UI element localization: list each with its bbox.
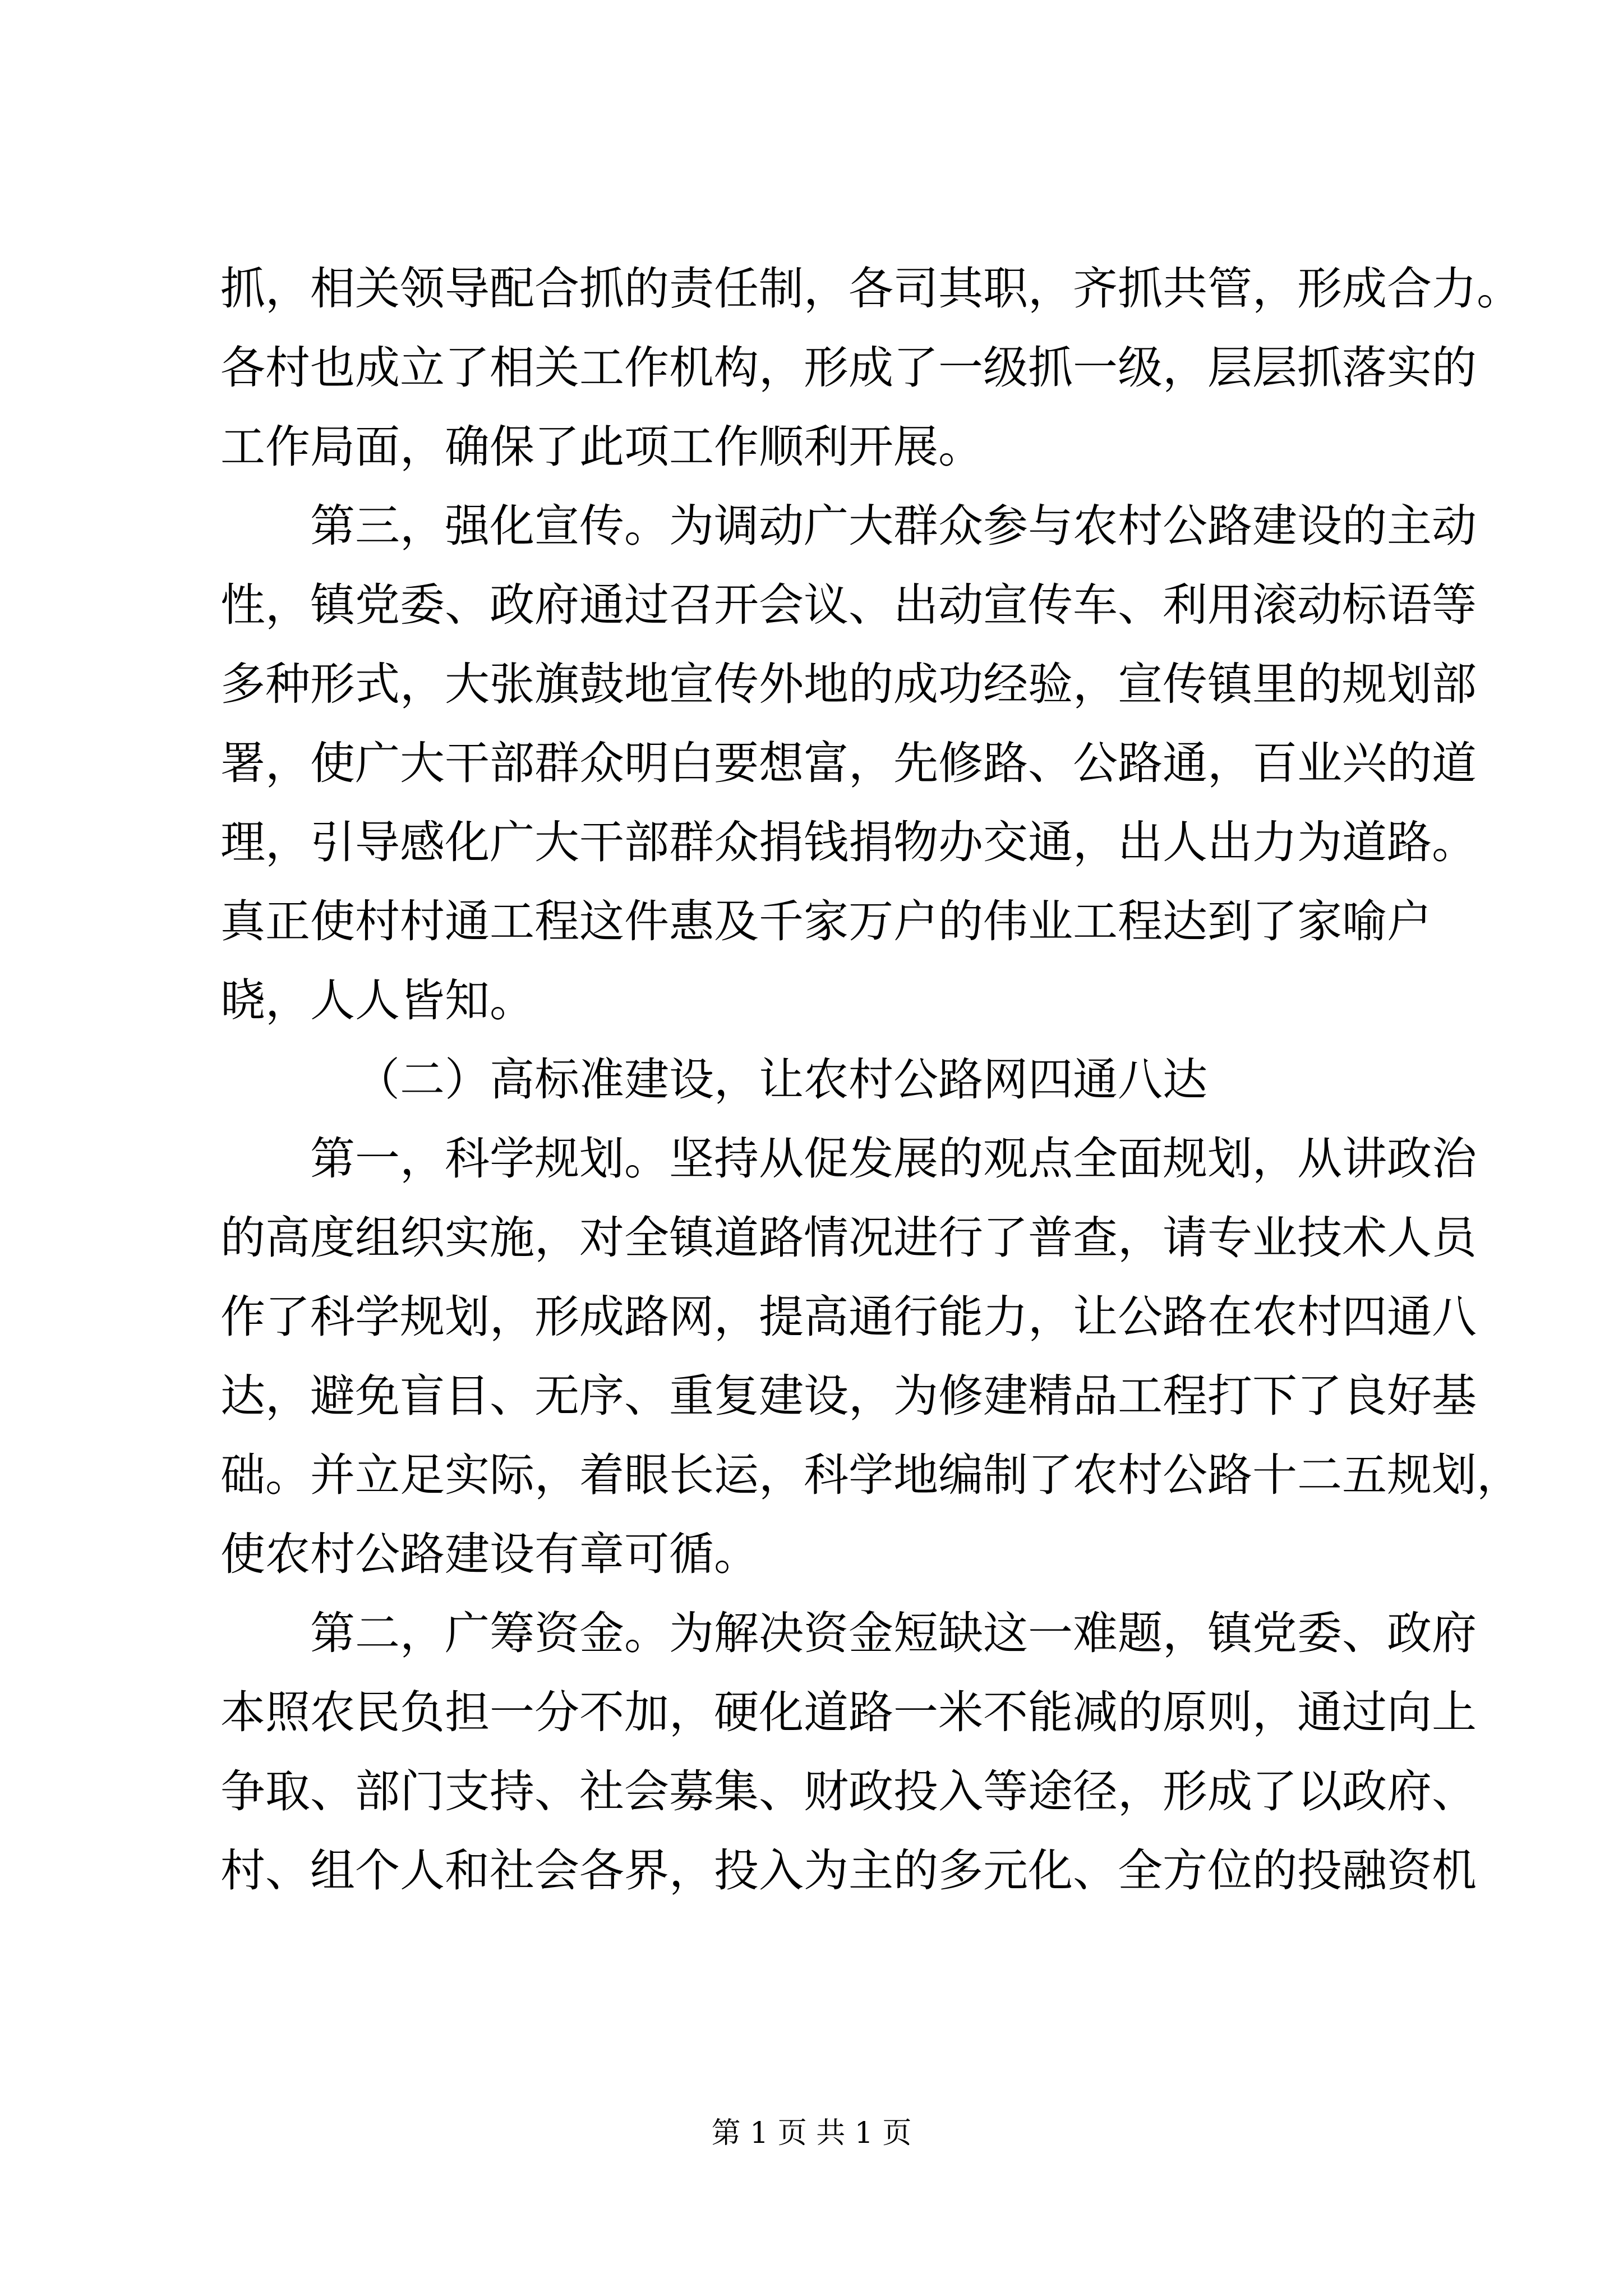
text-line: 第二，广筹资金。为解决资金短缺这一难题，镇党委、政府 xyxy=(310,1607,1477,1659)
text-line: 作了科学规划，形成路网，提高通行能力，让公路在农村四通八 xyxy=(220,1291,1477,1343)
text-line: 晓，人人皆知。 xyxy=(220,974,534,1027)
text-line: 达，避免盲目、无序、重复建设，为修建精品工程打下了良好基 xyxy=(220,1370,1477,1422)
text-line: 使农村公路建设有章可循。 xyxy=(220,1528,759,1580)
text-line: 署，使广大干部群众明白要想富，先修路、公路通，百业兴的道 xyxy=(220,737,1477,789)
text-line: 村、组个人和社会各界，投入为主的多元化、全方位的投融资机 xyxy=(220,1844,1477,1897)
text-line: 的高度组织实施，对全镇道路情况进行了普查，请专业技术人员 xyxy=(220,1212,1477,1264)
text-line: 抓，相关领导配合抓的责任制，各司其职，齐抓共管，形成合力。 xyxy=(220,263,1521,315)
text-line: 性，镇党委、政府通过召开会议、出动宣传车、利用滚动标语等 xyxy=(220,579,1477,631)
text-line: 争取、部门支持、社会募集、财政投入等途径，形成了以政府、 xyxy=(220,1765,1477,1818)
document-body xyxy=(220,249,1521,1910)
text-line: 第三，强化宣传。为调动广大群众参与农村公路建设的主动 xyxy=(310,500,1477,552)
text-line: （二）高标准建设，让农村公路网四通八达 xyxy=(355,1053,1207,1106)
text-line: 理，引导感化广大干部群众捐钱捐物办交通，出人出力为道路。 xyxy=(220,816,1477,868)
page-footer: 第 1 页 共 1 页 xyxy=(711,2116,912,2150)
text-line: 本照农民负担一分不加，硬化道路一米不能减的原则，通过向上 xyxy=(220,1686,1477,1738)
text-line: 第一，科学规划。坚持从促发展的观点全面规划，从讲政治 xyxy=(310,1133,1477,1185)
text-line: 础。并立足实际，着眼长运，科学地编制了农村公路十二五规划， xyxy=(220,1449,1521,1501)
text-line: 真正使村村通工程这件惠及千家万户的伟业工程达到了家喻户 xyxy=(220,895,1432,947)
text-line: 多种形式，大张旗鼓地宣传外地的成功经验，宣传镇里的规划部 xyxy=(220,658,1477,710)
text-line: 工作局面，确保了此项工作顺利开展。 xyxy=(220,421,983,473)
text-line: 各村也成立了相关工作机构，形成了一级抓一级，层层抓落实的 xyxy=(220,342,1477,394)
